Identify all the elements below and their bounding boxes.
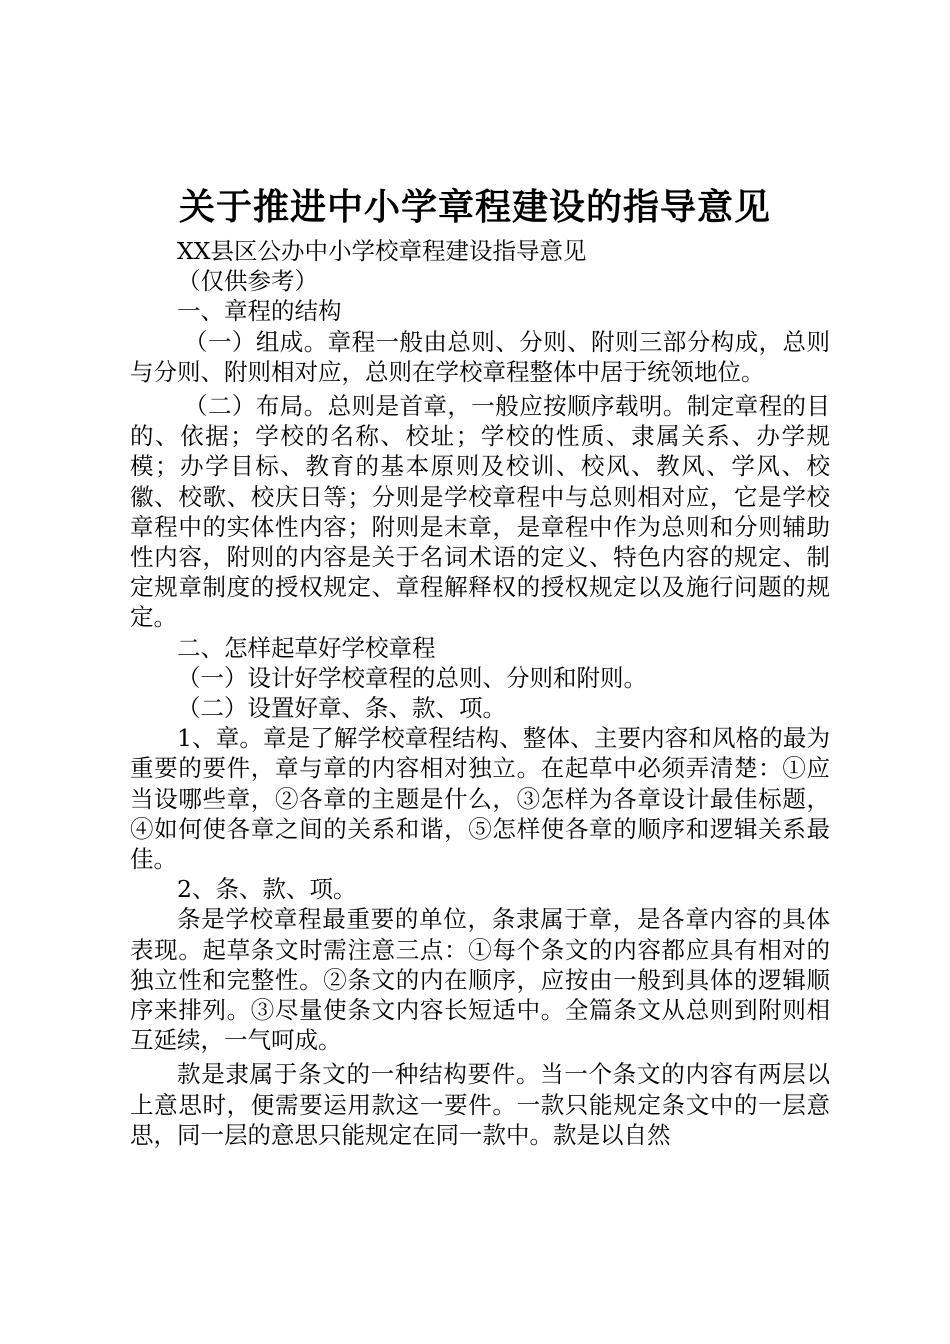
paragraph-clause: 款是隶属于条文的一种结构要件。当一个条文的内容有两层以上意思时，便需要运用款这一要件。一款只能规定条文中的一层意思，同一层的意思只能规定在同一款中。款是以自然 xyxy=(130,1060,830,1149)
subsection-1: （一）设计好学校章程的总则、分则和附则。 xyxy=(177,663,647,692)
paragraph-composition: （一）组成。章程一般由总则、分则、附则三部分构成，总则与分则、附则相对应，总则在学校章程整体中居于统领地位。 xyxy=(130,327,830,386)
document-body xyxy=(130,236,830,1150)
paragraph-layout: （二）布局。总则是首章，一般应按顺序载明。制定章程的目的、依据；学校的名称、校址；学校的性质、隶属关系、办学规模；办学目标、教育的基本原则及校训、校风、教风、学风、校徽、校歌、校庆日等；分则是学校章程中与总则相对应，它是学校章程中的实体性内容；附则是末章，是章程中作为总则和分则辅助性内容，附则的内容是关于名词术语的定义、特色内容的规定、制定规章制度的授权规定、章程解释权的授权规定以及施行问题的规定。 xyxy=(130,392,830,632)
item-heading: 2、条、款、项。 xyxy=(177,875,357,904)
section-heading-2: 二、怎样起草好学校章程 xyxy=(177,633,436,662)
paragraph-chapter: 1、章。章是了解学校章程结构、整体、主要内容和风格的最为重要的要件，章与章的内容相对独立。在起草中必须弄清楚：①应当设哪些章，②各章的主题是什么，③怎样为各章设计最佳标题，④如何使各章之间的关系和谐，⑤怎样使各章的顺序和逻辑关系最佳。 xyxy=(130,724,830,874)
subsection-2: （二）设置好章、条、款、项。 xyxy=(177,694,506,723)
subtitle-line: XX县区公办中小学校章程建设指导意见 xyxy=(177,237,587,265)
paragraph-article: 条是学校章程最重要的单位，条隶属于章，是各章内容的具体表现。起草条文时需注意三点：①每个条文的内容都应具有相对的独立性和完整性。②条文的内在顺序，应按由一般到具体的逻辑顺序来排列。③尽量使条文内容长短适中。全篇条文从总则到附则相互延续，一气呵成。 xyxy=(130,905,830,1055)
document-title: 关于推进中小学章程建设的指导意见 xyxy=(178,187,771,228)
section-heading-1: 一、章程的结构 xyxy=(177,297,342,326)
reference-note: （仅供参考） xyxy=(177,267,318,296)
